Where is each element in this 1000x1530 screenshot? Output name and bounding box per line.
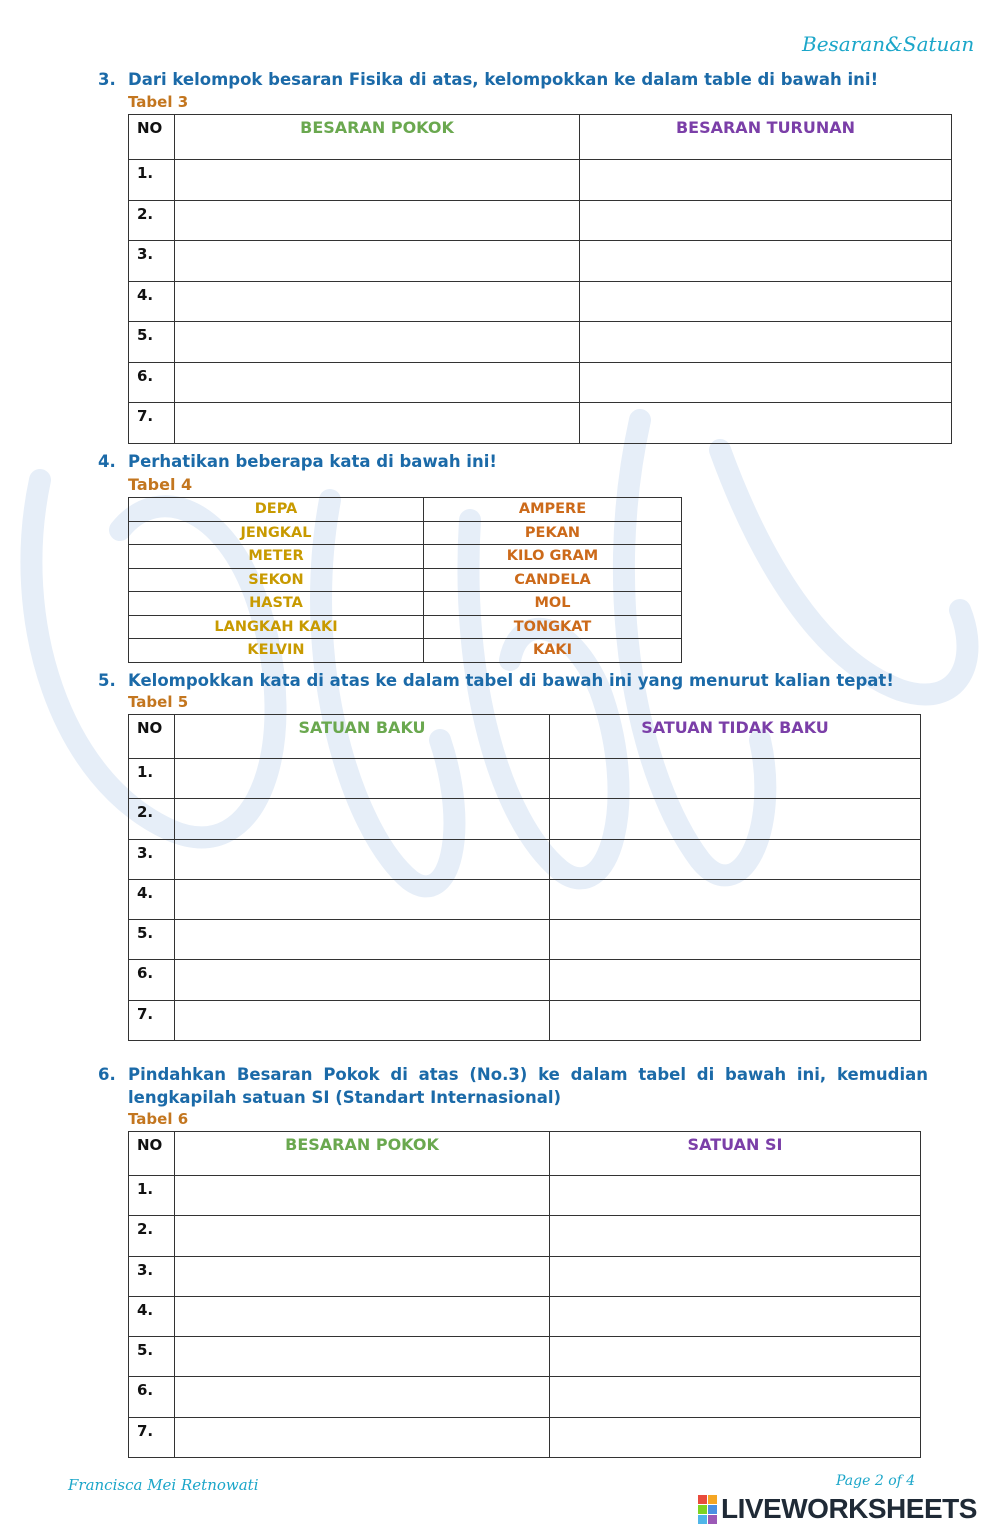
table-row (129, 879, 921, 919)
row-number: 2. (129, 1216, 175, 1256)
answer-cell-besaran-turunan[interactable] (580, 362, 952, 403)
word-cell: AMPERE (424, 498, 682, 522)
row-number: 4. (129, 281, 175, 322)
answer-cell-besaran-turunan[interactable] (580, 281, 952, 322)
answer-cell-besaran-turunan[interactable] (580, 403, 952, 444)
header-besaran-turunan: BESARAN TURUNAN (580, 115, 952, 160)
question-6 (98, 1065, 928, 1111)
answer-cell-satuan-tidak-baku[interactable] (550, 879, 921, 919)
row-number: 2. (129, 799, 175, 839)
question-text: Dari kelompok besaran Fisika di atas, kelompokkan ke dalam table di bawah ini! (128, 70, 879, 89)
question-number: 6. (98, 1065, 116, 1084)
word-cell: SEKON (129, 568, 424, 592)
row-number: 4. (129, 1296, 175, 1336)
word-row (129, 568, 682, 592)
header-besaran-pokok: BESARAN POKOK (175, 115, 580, 160)
answer-cell-satuan-baku[interactable] (175, 960, 550, 1000)
answer-cell-besaran-pokok[interactable] (175, 1256, 550, 1296)
row-number: 7. (129, 1417, 175, 1457)
table-row (129, 241, 952, 282)
question-number: 5. (98, 671, 116, 690)
answer-cell-satuan-si[interactable] (550, 1256, 921, 1296)
header-no: NO (129, 1132, 175, 1176)
word-row (129, 615, 682, 639)
table-row (129, 1176, 921, 1216)
answer-cell-satuan-baku[interactable] (175, 1000, 550, 1040)
table-row (129, 759, 921, 799)
answer-cell-besaran-pokok[interactable] (175, 1417, 550, 1457)
word-cell: PEKAN (424, 521, 682, 545)
table-row (129, 960, 921, 1000)
row-number: 7. (129, 403, 175, 444)
answer-cell-satuan-baku[interactable] (175, 920, 550, 960)
row-number: 7. (129, 1000, 175, 1040)
table-6-label: Tabel 6 (128, 1110, 189, 1128)
answer-cell-satuan-baku[interactable] (175, 759, 550, 799)
table-row (129, 799, 921, 839)
answer-cell-satuan-si[interactable] (550, 1337, 921, 1377)
answer-cell-besaran-pokok[interactable] (175, 1216, 550, 1256)
word-cell: DEPA (129, 498, 424, 522)
table-header-row (129, 1132, 921, 1176)
answer-cell-besaran-turunan[interactable] (580, 322, 952, 363)
table-row (129, 1377, 921, 1417)
word-row (129, 498, 682, 522)
header-satuan-si: SATUAN SI (550, 1132, 921, 1176)
answer-cell-satuan-si[interactable] (550, 1417, 921, 1457)
answer-cell-satuan-baku[interactable] (175, 879, 550, 919)
row-number: 3. (129, 241, 175, 282)
page-number-script: Page 2 of 4 (836, 1473, 916, 1489)
answer-cell-satuan-si[interactable] (550, 1296, 921, 1336)
question-number: 4. (98, 452, 116, 471)
header-no: NO (129, 715, 175, 759)
answer-cell-satuan-baku[interactable] (175, 839, 550, 879)
table-row (129, 1000, 921, 1040)
row-number: 4. (129, 879, 175, 919)
table-4-label: Tabel 4 (128, 475, 193, 494)
answer-cell-satuan-baku[interactable] (175, 799, 550, 839)
liveworksheets-grid-icon (698, 1495, 717, 1524)
word-cell: KAKI (424, 639, 682, 663)
answer-cell-satuan-tidak-baku[interactable] (550, 839, 921, 879)
row-number: 6. (129, 362, 175, 403)
row-number: 1. (129, 1176, 175, 1216)
question-5 (98, 671, 978, 693)
table-row (129, 160, 952, 201)
word-cell: CANDELA (424, 568, 682, 592)
answer-cell-besaran-pokok[interactable] (175, 160, 580, 201)
word-row (129, 521, 682, 545)
table-row (129, 403, 952, 444)
header-satuan-baku: SATUAN BAKU (175, 715, 550, 759)
table-row (129, 281, 952, 322)
table-row (129, 1417, 921, 1457)
word-row (129, 545, 682, 569)
word-cell: JENGKAL (129, 521, 424, 545)
table-6 (128, 1131, 921, 1458)
answer-cell-satuan-si[interactable] (550, 1176, 921, 1216)
table-3 (128, 114, 952, 444)
table-5-label: Tabel 5 (128, 693, 189, 711)
answer-cell-satuan-tidak-baku[interactable] (550, 1000, 921, 1040)
table-3-label: Tabel 3 (128, 93, 189, 111)
row-number: 5. (129, 920, 175, 960)
table-row (129, 1337, 921, 1377)
table-header-row (129, 715, 921, 759)
answer-cell-satuan-tidak-baku[interactable] (550, 799, 921, 839)
table-5 (128, 714, 921, 1041)
answer-cell-satuan-tidak-baku[interactable] (550, 759, 921, 799)
brand-script-logo: Besaran&Satuan (802, 32, 975, 56)
table-row (129, 839, 921, 879)
answer-cell-besaran-turunan[interactable] (580, 241, 952, 282)
header-besaran-pokok: BESARAN POKOK (175, 1132, 550, 1176)
answer-cell-besaran-turunan[interactable] (580, 200, 952, 241)
answer-cell-besaran-pokok[interactable] (175, 241, 580, 282)
row-number: 3. (129, 839, 175, 879)
answer-cell-besaran-turunan[interactable] (580, 160, 952, 201)
header-no: NO (129, 115, 175, 160)
question-3 (98, 70, 978, 92)
row-number: 6. (129, 960, 175, 1000)
answer-cell-besaran-pokok[interactable] (175, 1377, 550, 1417)
table-4-word-list (128, 497, 682, 663)
liveworksheets-wordmark: LIVEWORKSHEETS (721, 1493, 977, 1524)
table-row (129, 1216, 921, 1256)
liveworksheets-logo[interactable] (698, 1494, 977, 1524)
word-cell: KILO GRAM (424, 545, 682, 569)
word-cell: METER (129, 545, 424, 569)
word-cell: LANGKAH KAKI (129, 615, 424, 639)
answer-cell-besaran-pokok[interactable] (175, 1296, 550, 1336)
question-text-line-1: Pindahkan Besaran Pokok di atas (No.3) ke dalam tabel di bawah ini, kemudian (128, 1065, 928, 1084)
row-number: 1. (129, 160, 175, 201)
question-text-line-2: lengkapilah satuan SI (Standart Internasional) (128, 1088, 562, 1107)
answer-cell-satuan-tidak-baku[interactable] (550, 920, 921, 960)
word-cell: MOL (424, 592, 682, 616)
word-cell: HASTA (129, 592, 424, 616)
table-row (129, 920, 921, 960)
question-4 (98, 452, 978, 474)
row-number: 1. (129, 759, 175, 799)
question-number: 3. (98, 70, 116, 89)
word-row (129, 639, 682, 663)
row-number: 2. (129, 200, 175, 241)
word-cell: TONGKAT (424, 615, 682, 639)
answer-cell-besaran-pokok[interactable] (175, 1337, 550, 1377)
table-row (129, 322, 952, 363)
table-row (129, 1256, 921, 1296)
answer-cell-satuan-tidak-baku[interactable] (550, 960, 921, 1000)
answer-cell-besaran-pokok[interactable] (175, 403, 580, 444)
header-satuan-tidak-baku: SATUAN TIDAK BAKU (550, 715, 921, 759)
table-row (129, 1296, 921, 1336)
answer-cell-besaran-pokok[interactable] (175, 362, 580, 403)
row-number: 5. (129, 322, 175, 363)
table-header-row (129, 115, 952, 160)
author-script-signature: Francisca Mei Retnowati (68, 1476, 259, 1494)
row-number: 3. (129, 1256, 175, 1296)
table-row (129, 200, 952, 241)
word-cell: KELVIN (129, 639, 424, 663)
row-number: 6. (129, 1377, 175, 1417)
answer-cell-besaran-pokok[interactable] (175, 200, 580, 241)
answer-cell-satuan-si[interactable] (550, 1377, 921, 1417)
question-text: Kelompokkan kata di atas ke dalam tabel di bawah ini yang menurut kalian tepat! (128, 671, 894, 690)
answer-cell-besaran-pokok[interactable] (175, 322, 580, 363)
answer-cell-besaran-pokok[interactable] (175, 1176, 550, 1216)
question-text: Perhatikan beberapa kata di bawah ini! (128, 452, 497, 471)
answer-cell-satuan-si[interactable] (550, 1216, 921, 1256)
row-number: 5. (129, 1337, 175, 1377)
answer-cell-besaran-pokok[interactable] (175, 281, 580, 322)
word-row (129, 592, 682, 616)
table-row (129, 362, 952, 403)
